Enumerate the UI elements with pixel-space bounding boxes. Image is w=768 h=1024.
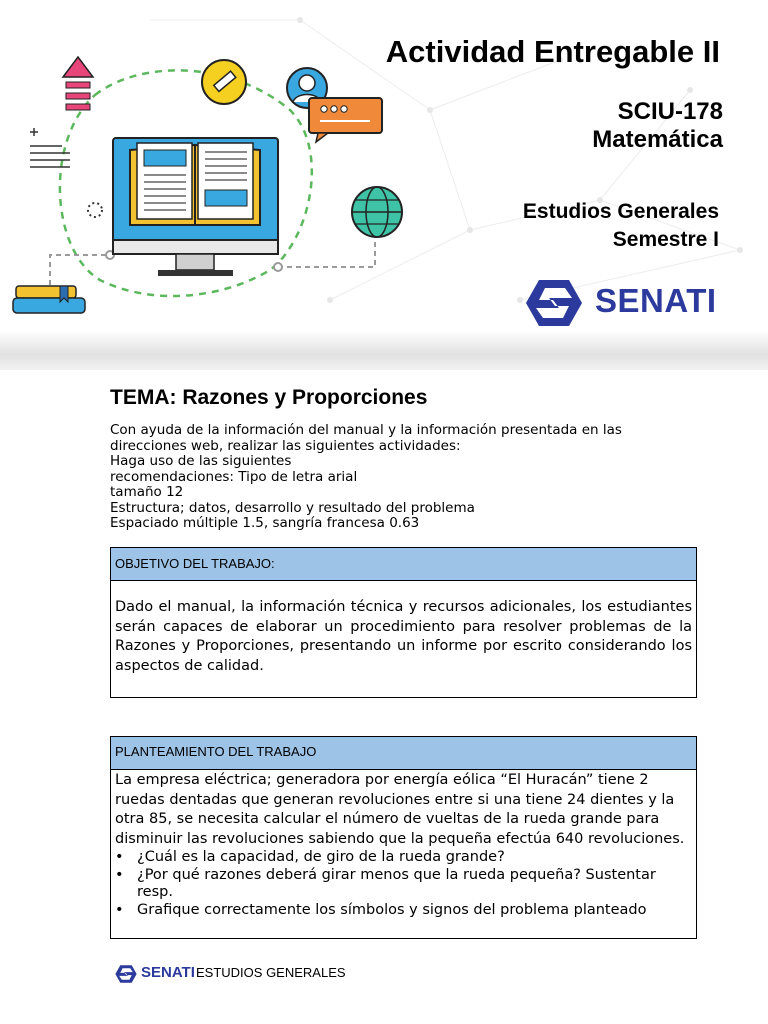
bullet-icon: • [115,849,124,865]
header-shadow [0,330,768,370]
semester-label: Semestre I [612,228,719,251]
instruction-line: Estructura; datos, desarrollo y resultado del problema [110,499,475,516]
course-name: Matemática [592,126,723,153]
objective-box [110,547,697,698]
course-code: SCIU-178 [617,98,723,125]
list-item [115,902,693,920]
pencil-icon [202,60,246,104]
instruction-line: recomendaciones: Tipo de letra arial [110,468,358,485]
list-item [115,849,693,867]
page-title: Actividad Entregable II [385,34,720,69]
senati-logo-icon [525,278,583,328]
globe-icon [352,187,402,237]
topic-title: TEMA: Razones y Proporciones [110,386,428,409]
page-footer [115,962,415,986]
instruction-line: tamaño 12 [110,484,184,500]
books-stack-icon [13,286,85,313]
cover-header [0,0,768,370]
list-item [115,867,693,902]
problem-statement-content [111,770,696,919]
elearning-illustration [0,40,420,330]
instruction-line: Con ayuda de la información del manual y la información presentada en las [110,422,622,438]
objective-heading: OBJETIVO DEL TRABAJO: [111,548,696,581]
instruction-line: Haga uso de las siguientes [110,453,292,469]
question-text: ¿Por qué razones deberá girar menos que la rueda pequeña? Sustentar resp. [137,866,656,900]
problem-statement-box [110,736,697,939]
footer-logo-text: SENATI [141,964,195,981]
question-text: Grafique correctamente los símbolos y signos del problema planteado [137,901,647,918]
instruction-line: direcciones web, realizar las siguientes actividades: [110,437,461,454]
book-icon [130,143,260,225]
bullet-icon: • [115,901,124,918]
objective-text: Dado el manual, la información técnica y recursos adicionales, los estudiantes serán capaces de elaborar un procedimiento para resolver problemas de la Razones y Proporciones, presentando un informe por escrito considerando los aspectos de calidad. [115,599,692,674]
problem-statement-text: La empresa eléctrica; generadora por energía eólica “El Huracán” tiene 2 ruedas dentadas que generan revoluciones entre si una tiene 24 dientes y la otra 85, se necesita calcular el número de vueltas de la rueda grande para disminuir las revoluciones sabiendo que la pequeña efectúa 640 revoluciones. [115,772,685,847]
question-text: ¿Cuál es la capacidad, de giro de la rueda grande? [137,849,505,865]
bullet-icon: • [115,866,124,883]
senati-logo-icon [115,964,137,984]
footer-label: ESTUDIOS GENERALES [196,965,346,980]
senati-wordmark: SENATI [595,282,717,319]
problem-statement-heading: PLANTEAMIENTO DEL TRABAJO [111,737,696,770]
question-list [115,849,693,919]
senati-logo [525,278,725,328]
program-name: Estudios Generales [522,200,719,223]
instructions-text [110,423,690,532]
chat-bubble-icon [309,98,382,142]
instruction-line: Espaciado múltiple 1.5, sangría francesa 0.63 [110,515,420,531]
